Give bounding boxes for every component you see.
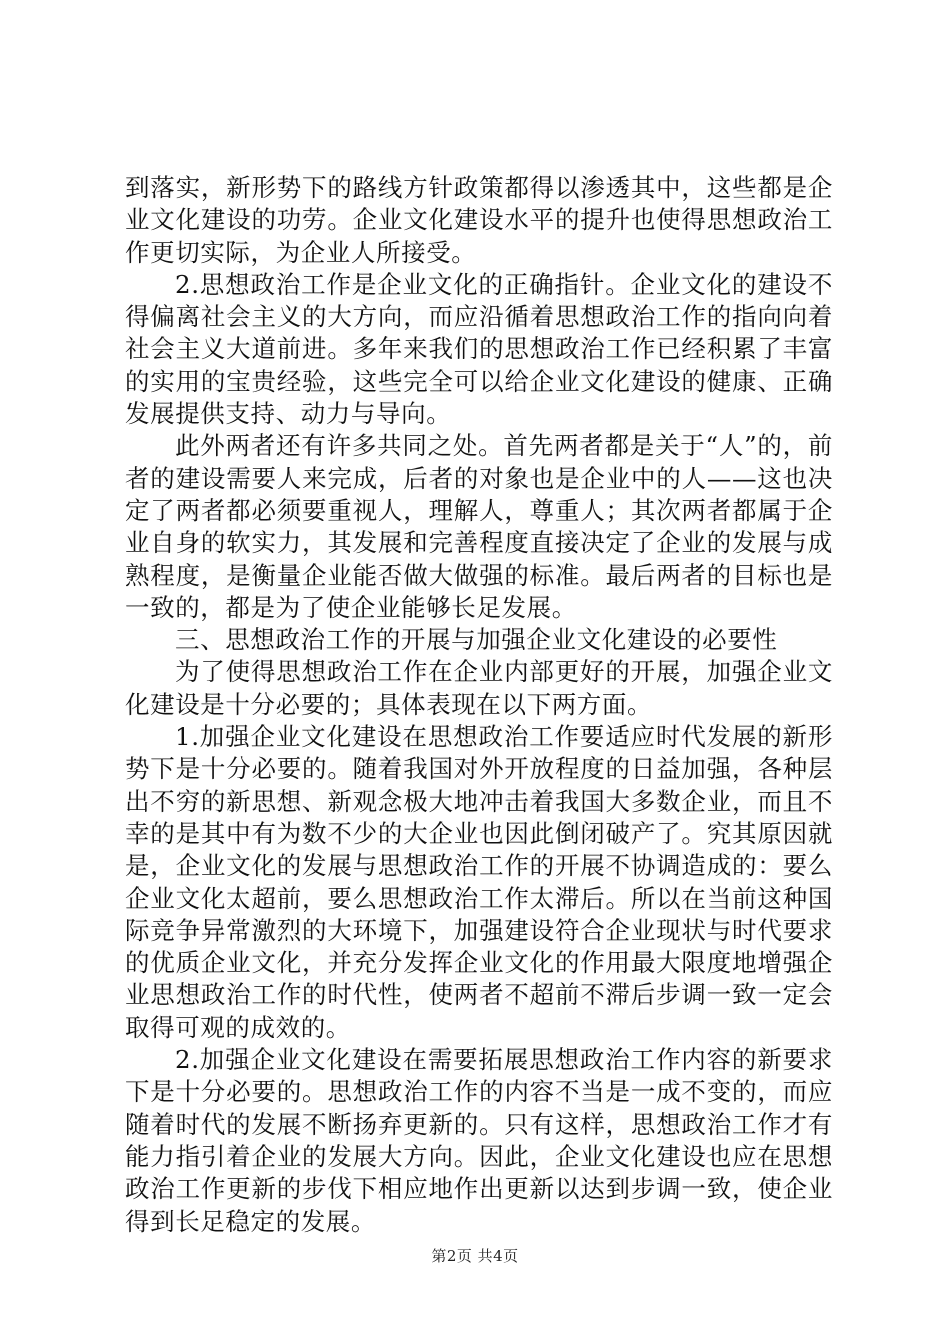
document-body	[125, 172, 833, 1238]
paragraph: 此外两者还有许多共同之处。首先两者都是关于“人”的，前者的建设需要人来完成，后者的对象也是企业中的人——这也决定了两者都必须要重视人，理解人，尊重人；其次两者都属于企业自身的软实力，其发展和完善程度直接决定了企业的发展与成熟程度，是衡量企业能否做大做强的标准。最后两者的目标也是一致的，都是为了使企业能够长足发展。	[125, 431, 833, 622]
paragraph: 2.加强企业文化建设在需要拓展思想政治工作内容的新要求下是十分必要的。思想政治工作的内容不当是一成不变的，而应随着时代的发展不断扬弃更新的。只有这样，思想政治工作才有能力指引着企业的发展大方向。因此，企业文化建设也应在思想政治工作更新的步伐下相应地作出更新以达到步调一致，使企业得到长足稳定的发展。	[125, 1045, 833, 1236]
paragraph: 2.思想政治工作是企业文化的正确指针。企业文化的建设不得偏离社会主义的大方向，而应沿循着思想政治工作的指向向着社会主义大道前进。多年来我们的思想政治工作已经积累了丰富的实用的宝贵经验，这些完全可以给企业文化建设的健康、正确发展提供支持、动力与导向。	[125, 269, 833, 429]
paragraph: 为了使得思想政治工作在企业内部更好的开展，加强企业文化建设是十分必要的；具体表现在以下两方面。	[125, 657, 833, 719]
paragraph: 1.加强企业文化建设在思想政治工作要适应时代发展的新形势下是十分必要的。随着我国对外开放程度的日益加强，各种层出不穷的新思想、新观念极大地冲击着我国大多数企业，而且不幸的是其中有为数不少的大企业也因此倒闭破产了。究其原因就是，企业文化的发展与思想政治工作的开展不协调造成的：要么企业文化太超前，要么思想政治工作太滞后。所以在当前这种国际竞争异常激烈的大环境下，加强建设符合企业现状与时代要求的优质企业文化，并充分发挥企业文化的作用最大限度地增强企业思想政治工作的时代性，使两者不超前不滞后步调一致一定会取得可观的成效的。	[125, 722, 833, 1042]
paragraph: 到落实，新形势下的路线方针政策都得以渗透其中，这些都是企业文化建设的功劳。企业文化建设水平的提升也使得思想政治工作更切实际，为企业人所接受。	[125, 173, 833, 267]
page-number-footer: 第2页 共4页	[431, 1247, 519, 1265]
section-heading: 三、思想政治工作的开展与加强企业文化建设的必要性	[175, 625, 778, 655]
